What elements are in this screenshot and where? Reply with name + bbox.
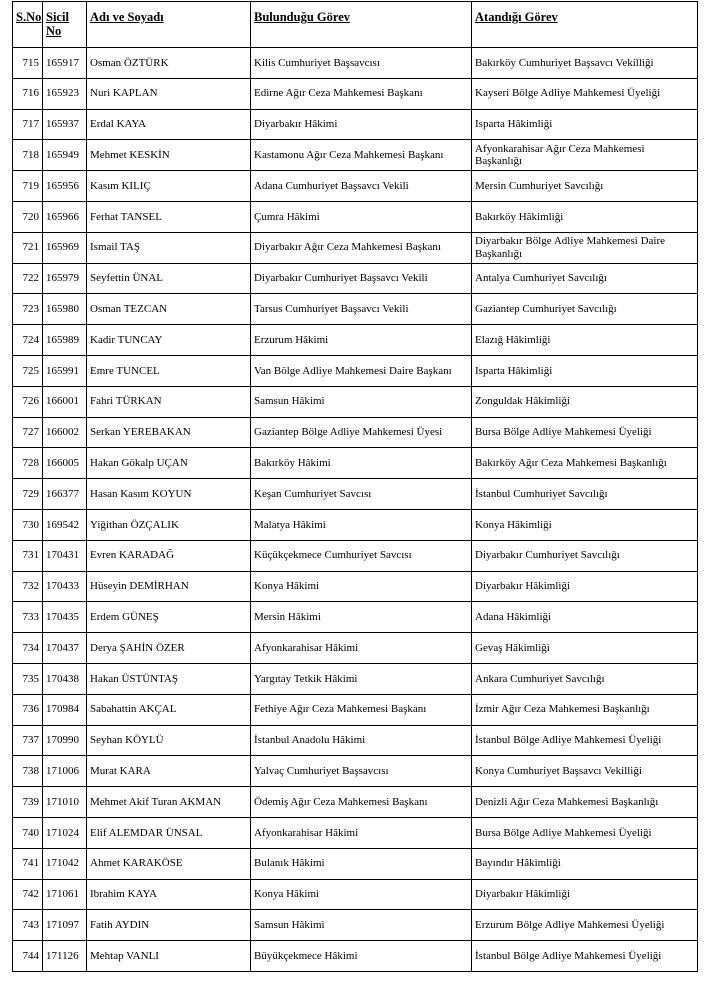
cell-assigned-position: Bakırköy Ağır Ceza Mahkemesi Başkanlığı bbox=[472, 448, 698, 479]
table-row bbox=[13, 140, 698, 171]
cell-sno: 739 bbox=[13, 787, 43, 818]
table-row bbox=[13, 171, 698, 202]
cell-sicil: 165991 bbox=[43, 355, 87, 386]
cell-assigned-position: İstanbul Bölge Adliye Mahkemesi Üyeliği bbox=[472, 941, 698, 972]
cell-current-position: Küçükçekmece Cumhuriyet Savcısı bbox=[251, 540, 472, 571]
cell-current-position: Keşan Cumhuriyet Savcısı bbox=[251, 479, 472, 510]
table-row bbox=[13, 848, 698, 879]
cell-sno: 734 bbox=[13, 633, 43, 664]
cell-name: Ibrahim KAYA bbox=[87, 879, 251, 910]
cell-current-position: Yargıtay Tetkik Hâkimi bbox=[251, 663, 472, 694]
cell-sicil: 166001 bbox=[43, 386, 87, 417]
table-row bbox=[13, 232, 698, 263]
cell-sno: 732 bbox=[13, 571, 43, 602]
cell-current-position: Samsun Hâkimi bbox=[251, 386, 472, 417]
table-row bbox=[13, 663, 698, 694]
cell-current-position: Afyonkarahisar Hâkimi bbox=[251, 633, 472, 664]
cell-assigned-position: Diyarbakır Hâkimliği bbox=[472, 879, 698, 910]
cell-sicil: 165949 bbox=[43, 140, 87, 171]
cell-sno: 719 bbox=[13, 171, 43, 202]
cell-sno: 723 bbox=[13, 294, 43, 325]
table-row bbox=[13, 78, 698, 109]
cell-sno: 744 bbox=[13, 941, 43, 972]
cell-name: Hakan ÜSTÜNTAŞ bbox=[87, 663, 251, 694]
cell-assigned-position: Diyarbakır Cumhuriyet Savcılığı bbox=[472, 540, 698, 571]
header-assigned-position: Atandığı Görev bbox=[472, 2, 698, 48]
cell-name: Yiğithan ÖZÇALIK bbox=[87, 509, 251, 540]
cell-name: Evren KARADAĞ bbox=[87, 540, 251, 571]
cell-assigned-position: Bakırköy Cumhuriyet Başsavcı Vekilliği bbox=[472, 48, 698, 79]
table-row bbox=[13, 109, 698, 140]
cell-sicil: 165989 bbox=[43, 325, 87, 356]
cell-assigned-position: Isparta Hâkimliği bbox=[472, 355, 698, 386]
header-sicil: Sicil No bbox=[43, 2, 87, 48]
cell-sicil: 165979 bbox=[43, 263, 87, 294]
cell-assigned-position: Bayındır Hâkimliği bbox=[472, 848, 698, 879]
cell-name: Nuri KAPLAN bbox=[87, 78, 251, 109]
cell-sicil: 170431 bbox=[43, 540, 87, 571]
cell-name: Erdem GÜNEŞ bbox=[87, 602, 251, 633]
cell-assigned-position: Mersin Cumhuriyet Savcılığı bbox=[472, 171, 698, 202]
cell-name: Fahri TÜRKAN bbox=[87, 386, 251, 417]
cell-name: Osman ÖZTÜRK bbox=[87, 48, 251, 79]
cell-name: Ferhat TANSEL bbox=[87, 201, 251, 232]
cell-sno: 717 bbox=[13, 109, 43, 140]
table-row bbox=[13, 355, 698, 386]
cell-name: Erdal KAYA bbox=[87, 109, 251, 140]
cell-assigned-position: Antalya Cumhuriyet Savcılığı bbox=[472, 263, 698, 294]
cell-assigned-position: Isparta Hâkimliği bbox=[472, 109, 698, 140]
table-row bbox=[13, 633, 698, 664]
cell-sno: 742 bbox=[13, 879, 43, 910]
cell-assigned-position: Ankara Cumhuriyet Savcılığı bbox=[472, 663, 698, 694]
cell-assigned-position: İstanbul Bölge Adliye Mahkemesi Üyeliği bbox=[472, 725, 698, 756]
cell-sicil: 171061 bbox=[43, 879, 87, 910]
cell-sno: 721 bbox=[13, 232, 43, 263]
cell-current-position: Diyarbakır Hâkimi bbox=[251, 109, 472, 140]
cell-sno: 715 bbox=[13, 48, 43, 79]
cell-sicil: 165923 bbox=[43, 78, 87, 109]
table-row bbox=[13, 787, 698, 818]
cell-current-position: Yalvaç Cumhuriyet Başsavcısı bbox=[251, 756, 472, 787]
cell-name: Serkan YEREBAKAN bbox=[87, 417, 251, 448]
cell-name: Seyfettin ÜNAL bbox=[87, 263, 251, 294]
cell-sicil: 165969 bbox=[43, 232, 87, 263]
cell-sno: 730 bbox=[13, 509, 43, 540]
cell-current-position: Gaziantep Bölge Adliye Mahkemesi Üyesi bbox=[251, 417, 472, 448]
cell-name: Ismail TAŞ bbox=[87, 232, 251, 263]
cell-current-position: Bulanık Hâkimi bbox=[251, 848, 472, 879]
cell-name: Sabahattin AKÇAL bbox=[87, 694, 251, 725]
cell-sicil: 170438 bbox=[43, 663, 87, 694]
cell-assigned-position: Konya Hâkimliği bbox=[472, 509, 698, 540]
cell-sicil: 166005 bbox=[43, 448, 87, 479]
cell-assigned-position: Gevaş Hâkimliği bbox=[472, 633, 698, 664]
cell-sicil: 165966 bbox=[43, 201, 87, 232]
table-row bbox=[13, 879, 698, 910]
cell-sno: 733 bbox=[13, 602, 43, 633]
cell-current-position: Mersin Hâkimi bbox=[251, 602, 472, 633]
cell-name: Kadir TUNCAY bbox=[87, 325, 251, 356]
cell-name: Kasım KILIÇ bbox=[87, 171, 251, 202]
cell-current-position: Samsun Hâkimi bbox=[251, 910, 472, 941]
header-name: Adı ve Soyadı bbox=[87, 2, 251, 48]
cell-current-position: Afyonkarahisar Hâkimi bbox=[251, 817, 472, 848]
table-row bbox=[13, 325, 698, 356]
cell-sno: 741 bbox=[13, 848, 43, 879]
table-row bbox=[13, 509, 698, 540]
cell-name: Hasan Kasım KOYUN bbox=[87, 479, 251, 510]
cell-sicil: 166377 bbox=[43, 479, 87, 510]
table-row bbox=[13, 294, 698, 325]
cell-sicil: 171097 bbox=[43, 910, 87, 941]
table-row bbox=[13, 540, 698, 571]
table-row bbox=[13, 756, 698, 787]
cell-sno: 731 bbox=[13, 540, 43, 571]
cell-sno: 726 bbox=[13, 386, 43, 417]
cell-sicil: 165917 bbox=[43, 48, 87, 79]
cell-current-position: Büyükçekmece Hâkimi bbox=[251, 941, 472, 972]
table-row bbox=[13, 48, 698, 79]
cell-sicil: 171006 bbox=[43, 756, 87, 787]
cell-current-position: Erzurum Hâkimi bbox=[251, 325, 472, 356]
cell-sicil: 169542 bbox=[43, 509, 87, 540]
cell-current-position: Malatya Hâkimi bbox=[251, 509, 472, 540]
cell-assigned-position: Diyarbakır Hâkimliği bbox=[472, 571, 698, 602]
cell-sicil: 170433 bbox=[43, 571, 87, 602]
cell-assigned-position: Adana Hâkimliği bbox=[472, 602, 698, 633]
cell-sno: 738 bbox=[13, 756, 43, 787]
cell-sno: 724 bbox=[13, 325, 43, 356]
cell-sicil: 171042 bbox=[43, 848, 87, 879]
cell-current-position: Çumra Hâkimi bbox=[251, 201, 472, 232]
cell-sno: 718 bbox=[13, 140, 43, 171]
cell-name: Ahmet KARAKÖSE bbox=[87, 848, 251, 879]
header-sno: S.No bbox=[13, 2, 43, 48]
cell-sno: 743 bbox=[13, 910, 43, 941]
cell-name: Hüseyin DEMİRHAN bbox=[87, 571, 251, 602]
cell-name: Seyhan KÖYLÜ bbox=[87, 725, 251, 756]
cell-name: Derya ŞAHİN ÖZER bbox=[87, 633, 251, 664]
cell-sno: 725 bbox=[13, 355, 43, 386]
cell-current-position: Adana Cumhuriyet Başsavcı Vekili bbox=[251, 171, 472, 202]
cell-current-position: Diyarbakır Cumhuriyet Başsavcı Vekili bbox=[251, 263, 472, 294]
table-body bbox=[13, 48, 698, 972]
table-row bbox=[13, 448, 698, 479]
cell-assigned-position: Bursa Bölge Adliye Mahkemesi Üyeliği bbox=[472, 817, 698, 848]
cell-name: Osman TEZCAN bbox=[87, 294, 251, 325]
cell-assigned-position: İzmir Ağır Ceza Mahkemesi Başkanlığı bbox=[472, 694, 698, 725]
cell-sicil: 166002 bbox=[43, 417, 87, 448]
cell-current-position: Edirne Ağır Ceza Mahkemesi Başkanı bbox=[251, 78, 472, 109]
cell-current-position: Tarsus Cumhuriyet Başsavcı Vekili bbox=[251, 294, 472, 325]
table-row bbox=[13, 386, 698, 417]
header-current-position: Bulunduğu Görev bbox=[251, 2, 472, 48]
table-row bbox=[13, 479, 698, 510]
cell-sicil: 165937 bbox=[43, 109, 87, 140]
cell-name: Emre TUNCEL bbox=[87, 355, 251, 386]
cell-sicil: 171024 bbox=[43, 817, 87, 848]
cell-current-position: Konya Hâkimi bbox=[251, 879, 472, 910]
cell-sicil: 170990 bbox=[43, 725, 87, 756]
table-row bbox=[13, 263, 698, 294]
cell-sicil: 170435 bbox=[43, 602, 87, 633]
table-row bbox=[13, 910, 698, 941]
cell-current-position: Konya Hâkimi bbox=[251, 571, 472, 602]
cell-sno: 736 bbox=[13, 694, 43, 725]
cell-assigned-position: Diyarbakır Bölge Adliye Mahkemesi Daire Başkanlığı bbox=[472, 232, 698, 263]
cell-name: Mehtap VANLI bbox=[87, 941, 251, 972]
table-row bbox=[13, 817, 698, 848]
cell-sno: 737 bbox=[13, 725, 43, 756]
cell-assigned-position: İstanbul Cumhuriyet Savcılığı bbox=[472, 479, 698, 510]
cell-assigned-position: Denizli Ağır Ceza Mahkemesi Başkanlığı bbox=[472, 787, 698, 818]
table-row bbox=[13, 725, 698, 756]
cell-assigned-position: Kayseri Bölge Adliye Mahkemesi Üyeliği bbox=[472, 78, 698, 109]
cell-sicil: 170984 bbox=[43, 694, 87, 725]
cell-current-position: Fethiye Ağır Ceza Mahkemesi Başkanı bbox=[251, 694, 472, 725]
cell-sicil: 170437 bbox=[43, 633, 87, 664]
cell-sno: 740 bbox=[13, 817, 43, 848]
table-row bbox=[13, 201, 698, 232]
header-row bbox=[13, 2, 698, 48]
cell-current-position: İstanbul Anadolu Hâkimi bbox=[251, 725, 472, 756]
cell-current-position: Diyarbakır Ağır Ceza Mahkemesi Başkanı bbox=[251, 232, 472, 263]
table-row bbox=[13, 571, 698, 602]
cell-name: Fatih AYDIN bbox=[87, 910, 251, 941]
table-row bbox=[13, 417, 698, 448]
cell-name: Mehmet KESKİN bbox=[87, 140, 251, 171]
cell-assigned-position: Konya Cumhuriyet Başsavcı Vekilliği bbox=[472, 756, 698, 787]
table-row bbox=[13, 694, 698, 725]
cell-name: Elif ALEMDAR ÜNSAL bbox=[87, 817, 251, 848]
table-row bbox=[13, 602, 698, 633]
cell-current-position: Ödemiş Ağır Ceza Mahkemesi Başkanı bbox=[251, 787, 472, 818]
cell-sicil: 171126 bbox=[43, 941, 87, 972]
cell-assigned-position: Bakırköy Hâkimliği bbox=[472, 201, 698, 232]
cell-sicil: 165980 bbox=[43, 294, 87, 325]
appointments-table bbox=[12, 1, 698, 972]
cell-assigned-position: Erzurum Bölge Adliye Mahkemesi Üyeliği bbox=[472, 910, 698, 941]
cell-current-position: Bakırköy Hâkimi bbox=[251, 448, 472, 479]
cell-sno: 735 bbox=[13, 663, 43, 694]
cell-assigned-position: Gaziantep Cumhuriyet Savcılığı bbox=[472, 294, 698, 325]
cell-current-position: Kilis Cumhuriyet Başsavcısı bbox=[251, 48, 472, 79]
cell-name: Mehmet Akif Turan AKMAN bbox=[87, 787, 251, 818]
table-row bbox=[13, 941, 698, 972]
cell-sno: 720 bbox=[13, 201, 43, 232]
cell-sno: 727 bbox=[13, 417, 43, 448]
cell-assigned-position: Afyonkarahisar Ağır Ceza Mahkemesi Başkanlığı bbox=[472, 140, 698, 171]
cell-sicil: 171010 bbox=[43, 787, 87, 818]
cell-current-position: Van Bölge Adliye Mahkemesi Daire Başkanı bbox=[251, 355, 472, 386]
cell-sicil: 165956 bbox=[43, 171, 87, 202]
cell-name: Murat KARA bbox=[87, 756, 251, 787]
cell-sno: 716 bbox=[13, 78, 43, 109]
cell-assigned-position: Bursa Bölge Adliye Mahkemesi Üyeliği bbox=[472, 417, 698, 448]
cell-sno: 722 bbox=[13, 263, 43, 294]
cell-current-position: Kastamonu Ağır Ceza Mahkemesi Başkanı bbox=[251, 140, 472, 171]
cell-assigned-position: Zonguldak Hâkimliği bbox=[472, 386, 698, 417]
cell-sno: 729 bbox=[13, 479, 43, 510]
cell-name: Hakan Gökalp UÇAN bbox=[87, 448, 251, 479]
cell-sno: 728 bbox=[13, 448, 43, 479]
cell-assigned-position: Elazığ Hâkimliği bbox=[472, 325, 698, 356]
